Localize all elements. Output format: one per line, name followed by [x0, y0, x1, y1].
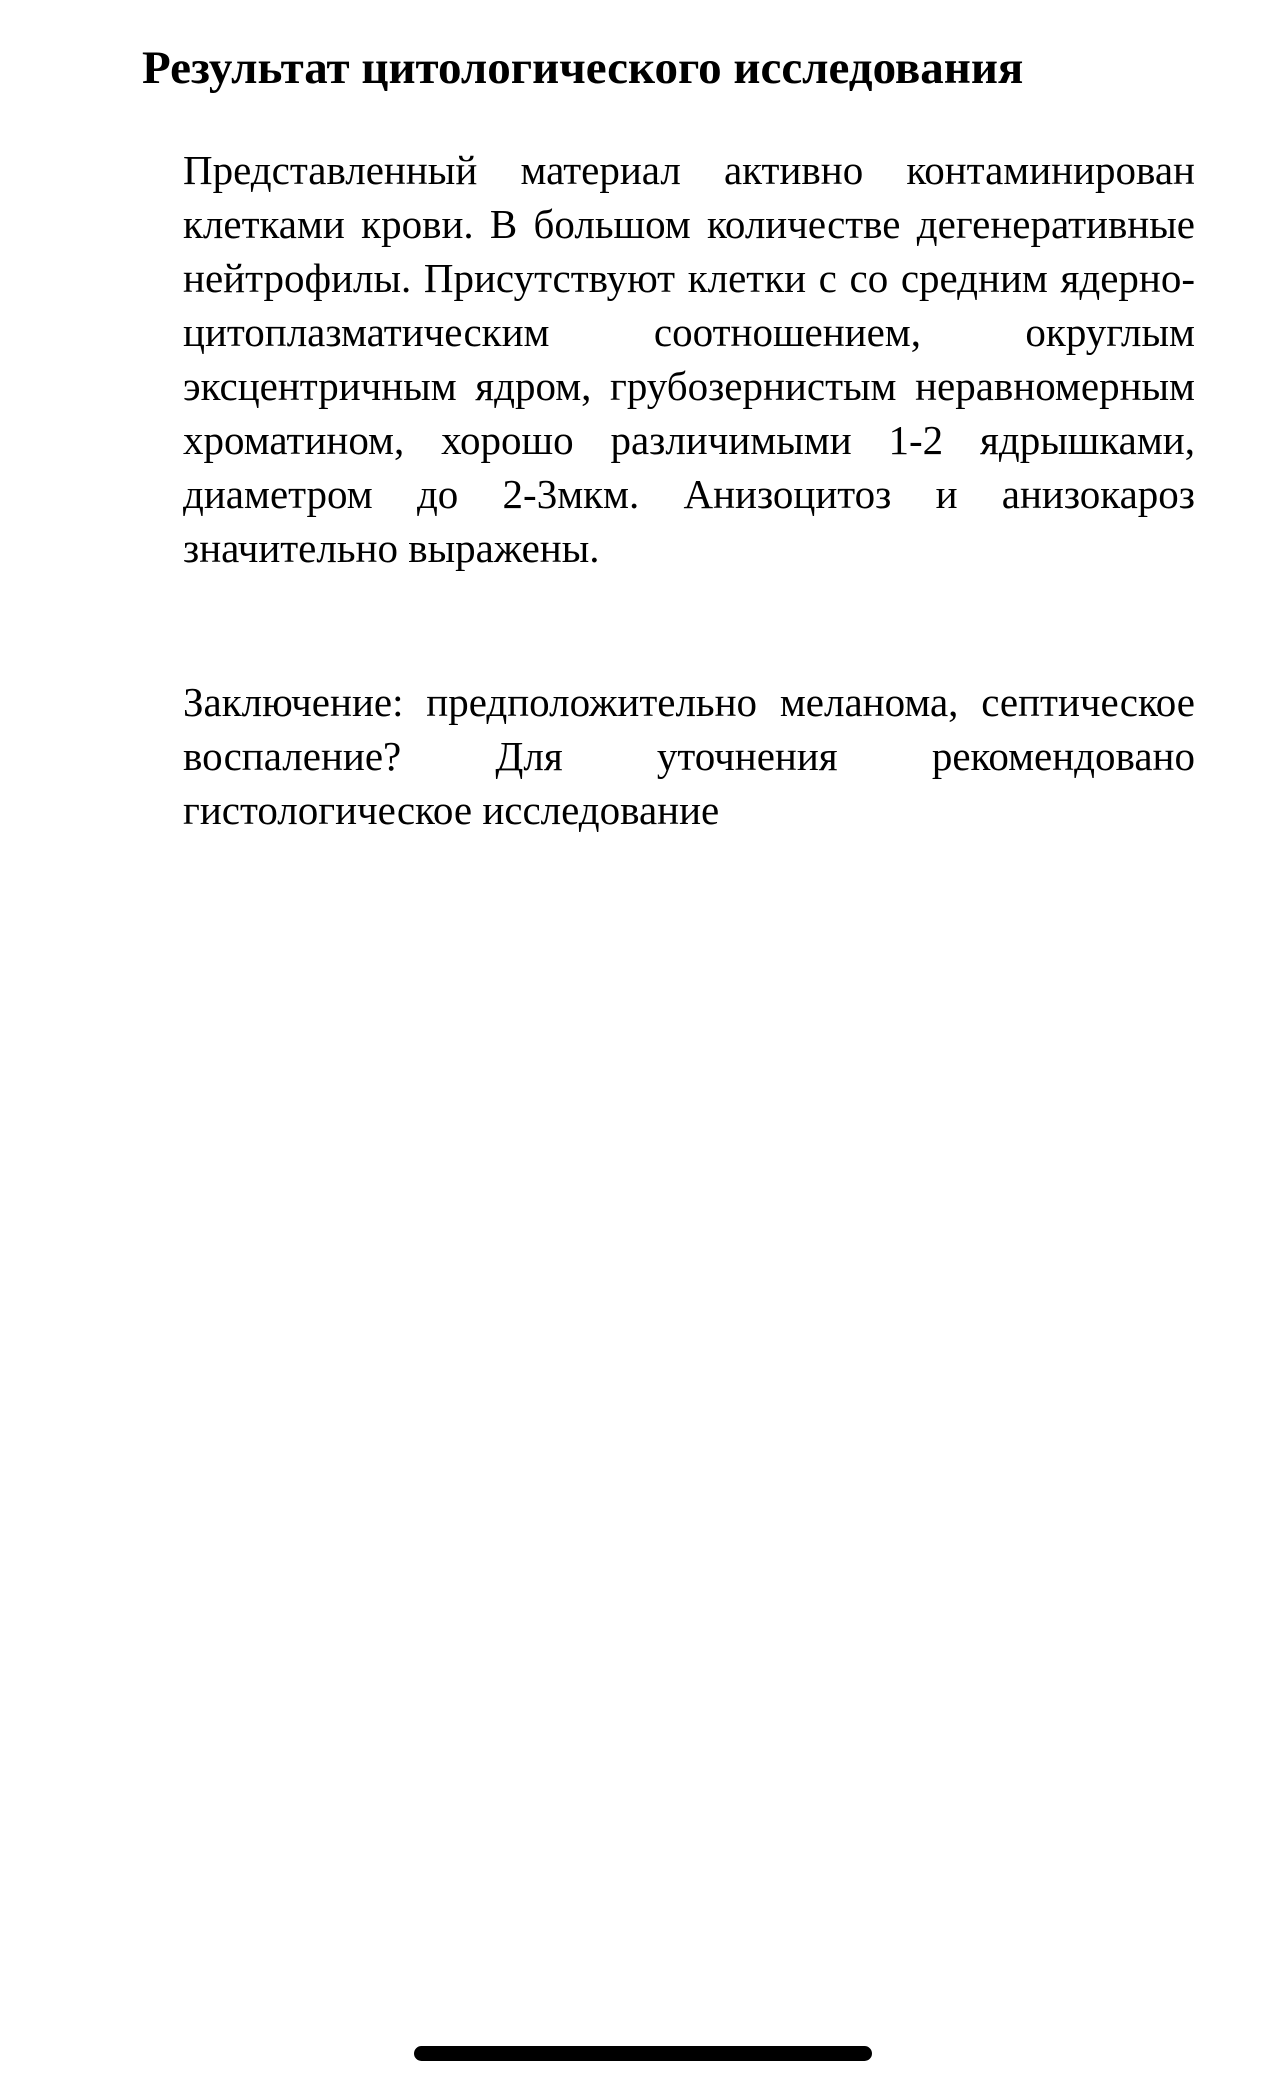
conclusion-paragraph: Заключение: предположительно меланома, септическое воспаление? Для уточнения рекомендовано гистологическое исследование	[183, 679, 1195, 833]
home-indicator[interactable]	[414, 2046, 872, 2061]
findings-paragraph: Представленный материал активно контаминирован клетками крови. В большом количестве дегенеративные нейтрофилы. Присутствуют клетки с со средним ядерно-цитоплазматическим соотношением, округлым эксцентричным ядром, грубозернистым неравномерным хроматином, хорошо различимыми 1-2 ядрышками, диаметром до 2-3мкм. Анизоцитоз и анизокароз значительно выражены.	[183, 147, 1195, 571]
document-title: Результат цитологического исследования	[142, 42, 1024, 94]
